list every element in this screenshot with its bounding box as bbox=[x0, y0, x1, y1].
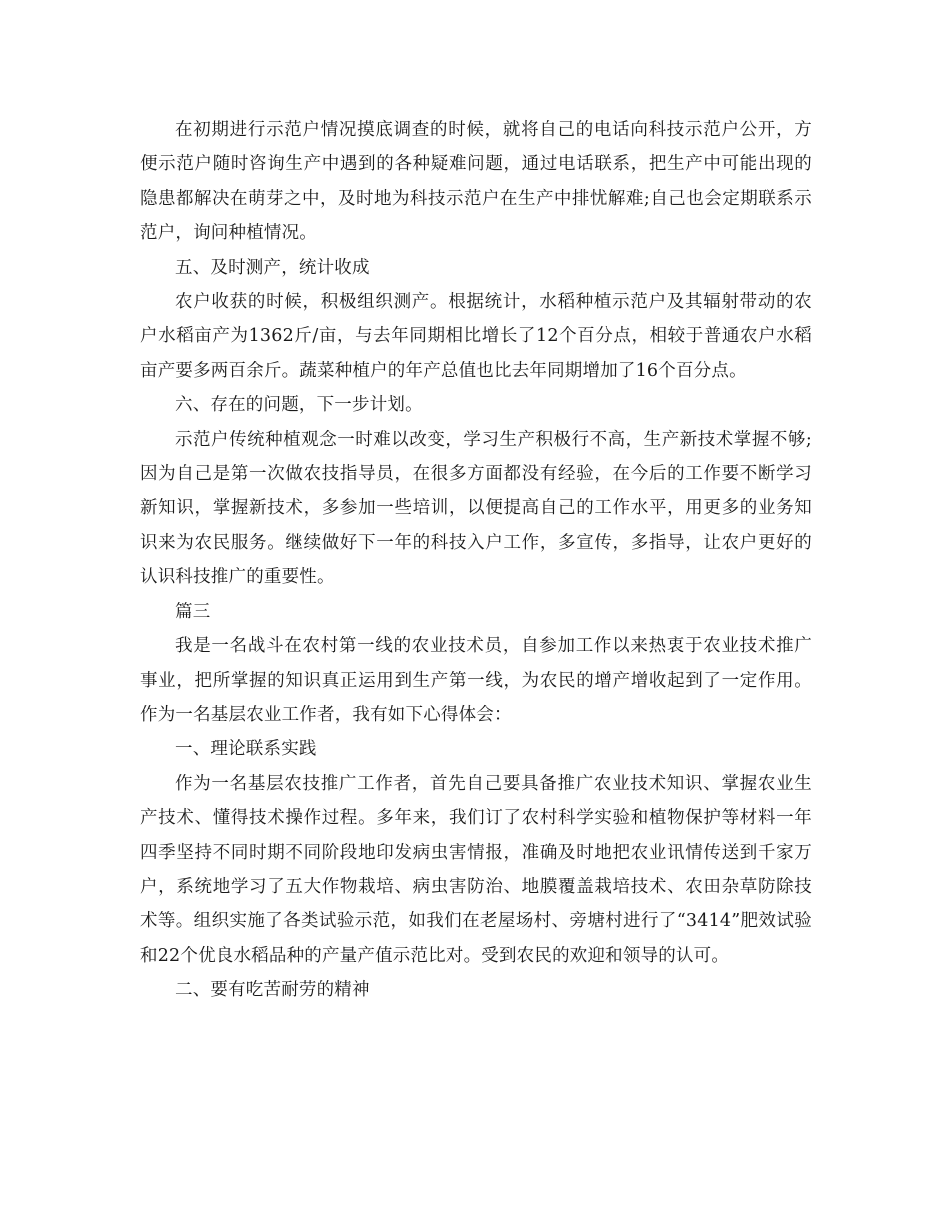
paragraph: 在初期进行示范户情况摸底调查的时候，就将自己的电话向科技示范户公开，方便示范户随时咨询生产中遇到的各种疑难问题，通过电话联系，把生产中可能出现的隐患都解决在萌芽之中，及时地为科技示范户在生产中排忧解难;自己也会定期联系示范户，询问种植情况。 bbox=[140, 120, 812, 244]
section-heading: 一、理论联系实践 bbox=[175, 739, 317, 760]
paragraph: 农户收获的时候，积极组织测产。根据统计，水稻种植示范户及其辐射带动的农户水稻亩产为1362斤/亩，与去年同期相比增长了12个百分点，相较于普通农户水稻亩产要多两百余斤。蔬菜种植户的年产总值也比去年同期增加了16个百分点。 bbox=[140, 292, 812, 381]
section-heading: 二、要有吃苦耐劳的精神 bbox=[175, 980, 370, 1001]
paragraph: 作为一名基层农技推广工作者，首先自己要具备推广农业技术知识、掌握农业生产技术、懂得技术操作过程。多年来，我们订了农村科学实验和植物保护等材料一年四季坚持不同时期不同阶段地印发病虫害情报，准确及时地把农业讯情传送到千家万户，系统地学习了五大作物栽培、病虫害防治、地膜覆盖栽培技术、农田杂草防除技术等。组织实施了各类试验示范，如我们在老屋场村、旁塘村进行了“3414”肥效试验和22个优良水稻品种的产量产值示范比对。受到农民的欢迎和领导的认可。 bbox=[140, 773, 812, 966]
document-body bbox=[140, 113, 812, 1008]
chapter-heading: 篇三 bbox=[175, 601, 211, 622]
section-heading: 五、及时测产，统计收成 bbox=[175, 257, 370, 278]
paragraph: 我是一名战斗在农村第一线的农业技术员，自参加工作以来热衷于农业技术推广事业，把所掌握的知识真正运用到生产第一线，为农民的增产增收起到了一定作用。作为一名基层农业工作者，我有如下心得体会： bbox=[140, 636, 812, 725]
section-heading: 六、存在的问题，下一步计划。 bbox=[175, 395, 423, 416]
paragraph: 示范户传统种植观念一时难以改变，学习生产积极行不高，生产新技术掌握不够;因为自己是第一次做农技指导员，在很多方面都没有经验，在今后的工作要不断学习新知识，掌握新技术，多参加一些培训，以便提高自己的工作水平，用更多的业务知识来为农民服务。继续做好下一年的科技入户工作，多宣传，多指导，让农户更好的认识科技推广的重要性。 bbox=[140, 429, 812, 588]
